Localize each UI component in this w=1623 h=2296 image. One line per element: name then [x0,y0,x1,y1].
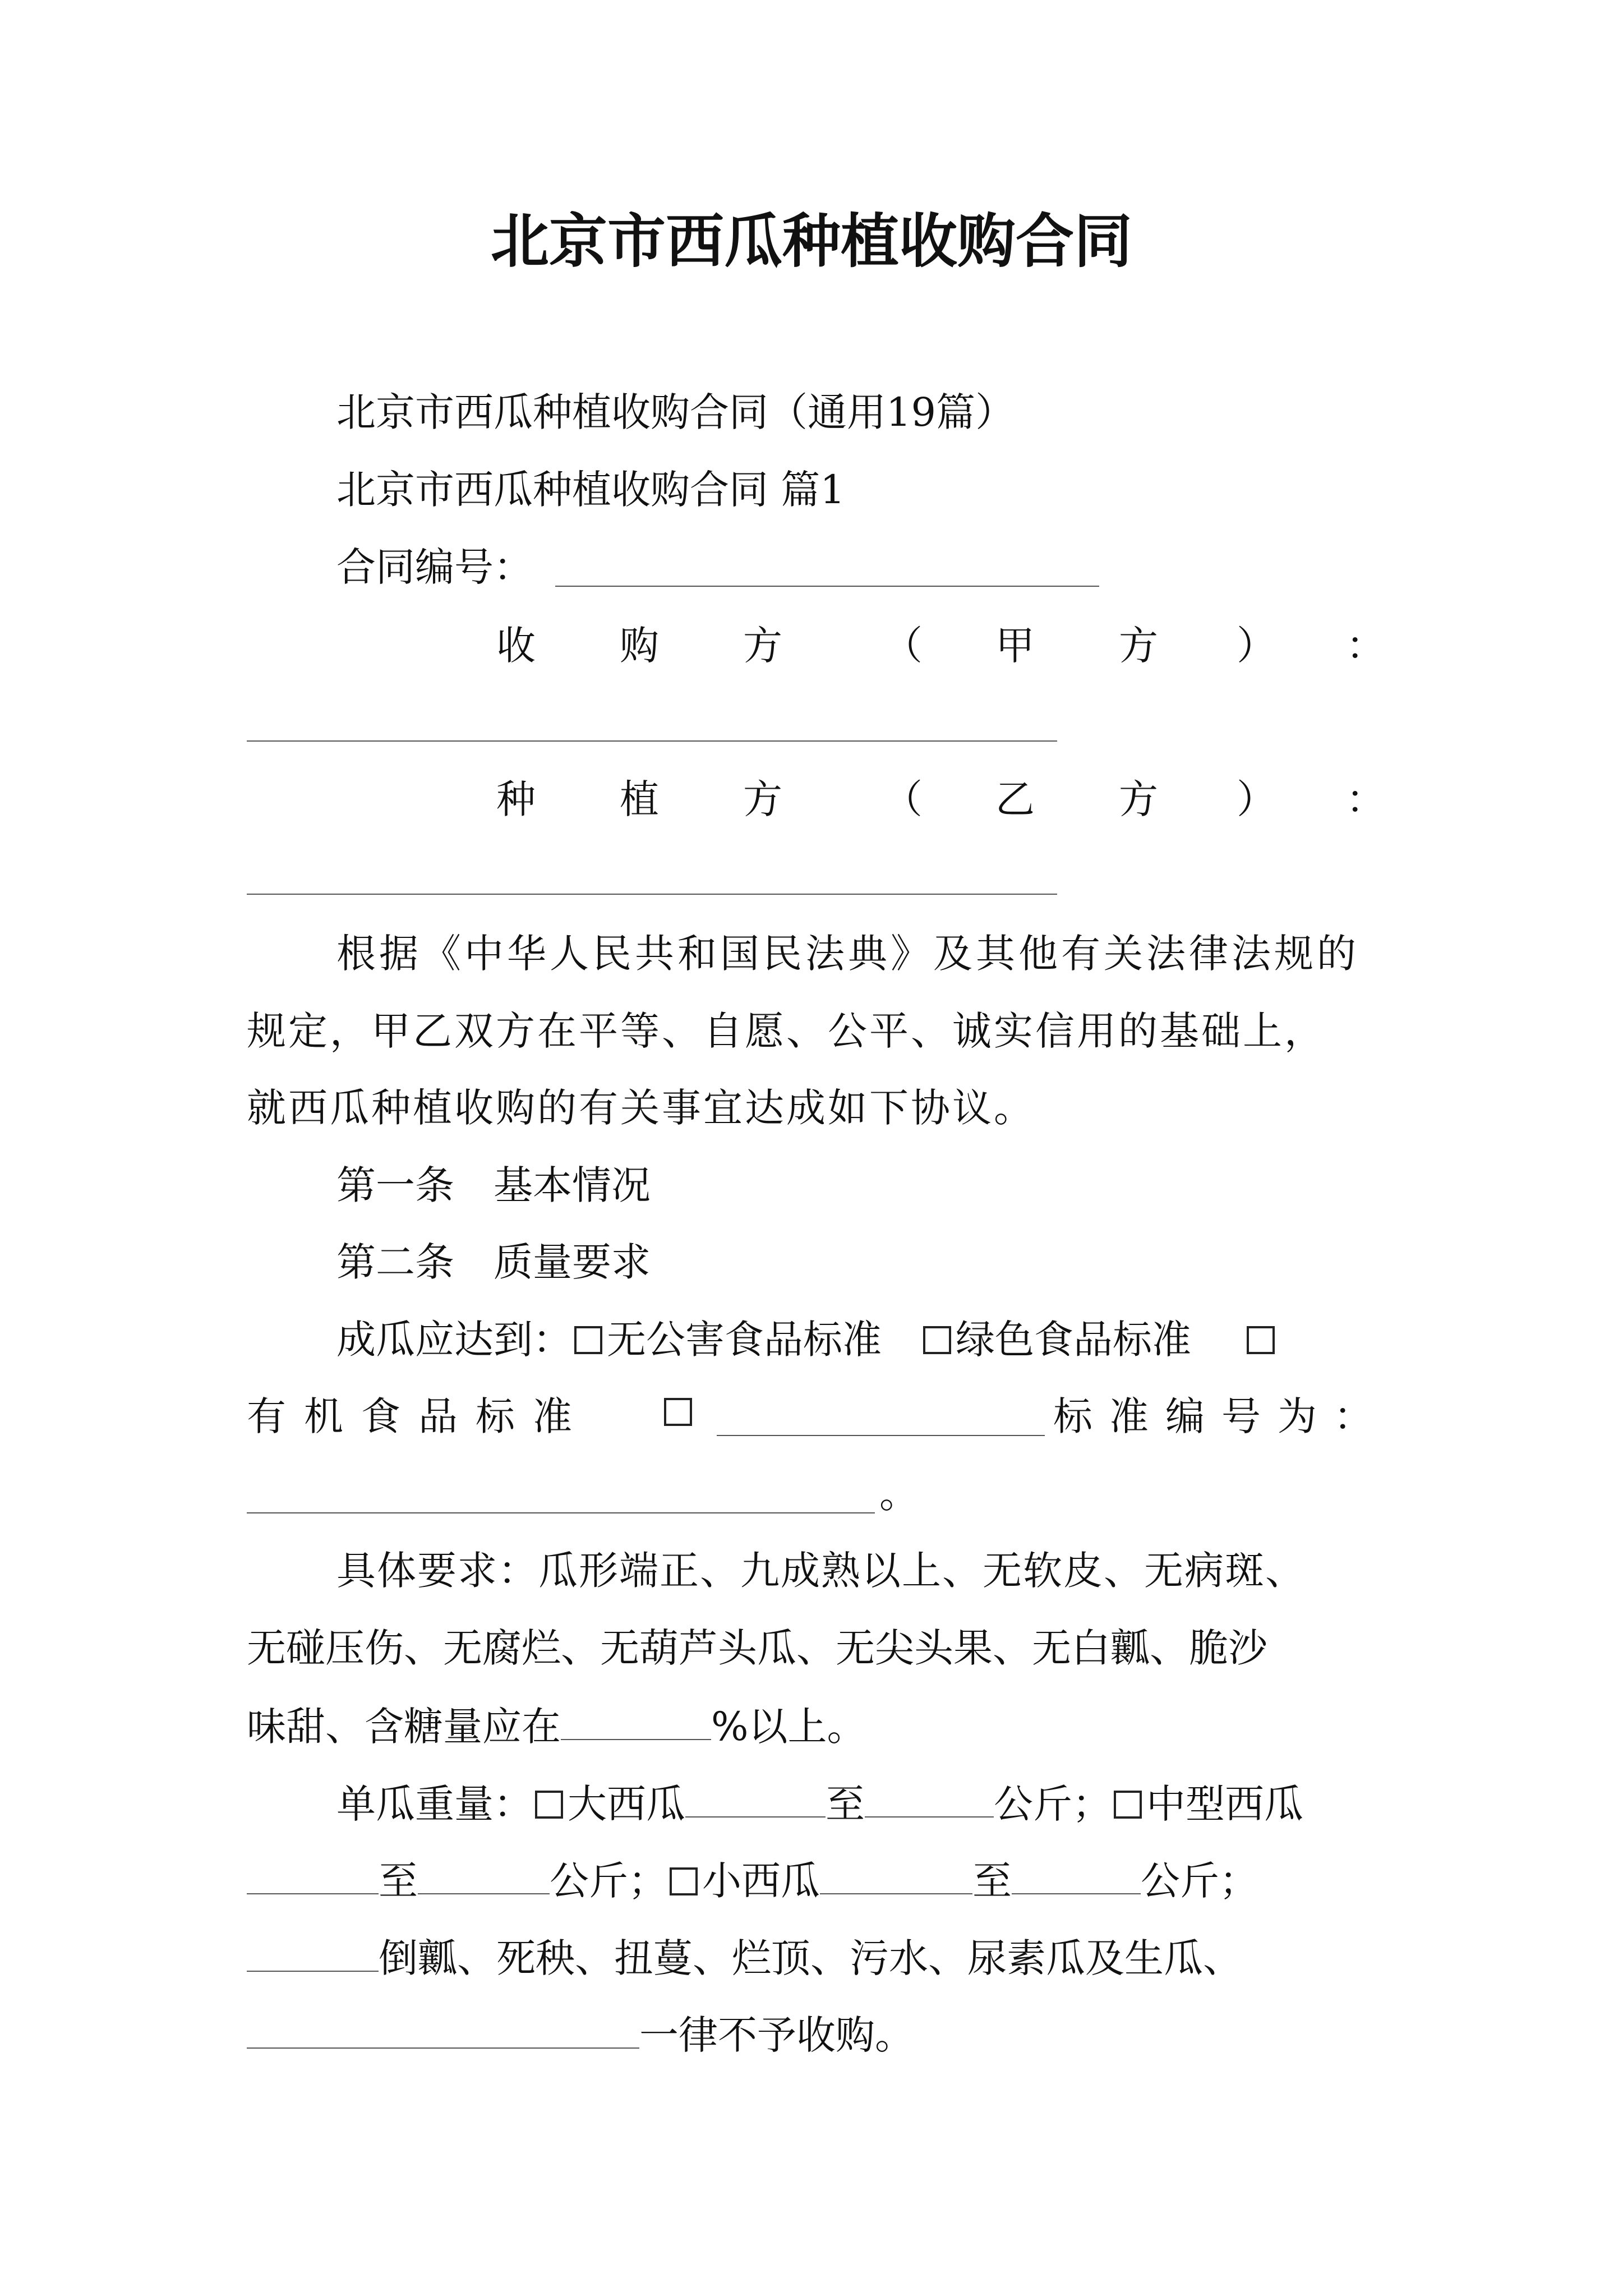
party-a-char: （ [883,623,923,669]
quality-options-line-1 [336,1317,1279,1363]
sugar-content-label: 味甜、含糖量应在 [247,1704,561,1750]
requirements-line-2: 无碰压伤、无腐烂、无葫芦头瓜、无尖头果、无白瓤、脆沙 [247,1625,1267,1671]
document-subtitle: 北京市西瓜种植收购合同（通用19篇） [336,389,1015,435]
large-melon-min-blank [685,1783,826,1818]
to-label: 至 [379,1858,418,1904]
defects-prefix-blank [247,1937,379,1972]
weight-line-4 [247,2012,914,2058]
checkbox-organic-free-standard[interactable] [574,1326,602,1354]
requirements-line-1: 具体要求：瓜形端正、九成熟以上、无软皮、无病斑、 [336,1548,1306,1594]
large-melon-max-blank [865,1783,994,1818]
contract-number-blank [555,586,1099,587]
party-b-char: 方 [1119,776,1158,822]
quality-organic-label: 有机食品标准 [247,1393,590,1439]
weight-lead: 单瓜重量： [336,1781,533,1827]
party-b-char: （ [883,776,923,822]
standard-number-blank [247,1512,875,1513]
contract-number-label: 合同编号： [336,544,533,590]
party-a-char: ： [1346,623,1385,669]
checkbox-green-food-standard[interactable] [923,1326,951,1354]
defects-other-blank [247,2014,639,2049]
document-title: 北京市西瓜种植收购合同 [490,206,1132,275]
defects-list: 倒瓤、死秧、扭蔓、烂顶、污水、尿素瓜及生瓜、 [379,1935,1242,1981]
quality-lead: 成瓜应达到： [336,1317,572,1363]
preamble-line-2: 规定，甲乙双方在平等、自愿、公平、诚实信用的基础上， [247,1008,1326,1054]
weight-line-1 [336,1781,1303,1827]
preamble-line-3: 就西瓜种植收购的有关事宜达成如下协议。 [247,1085,1035,1131]
checkbox-organic-standard[interactable] [1247,1326,1275,1354]
party-b-blank [247,894,1057,895]
weight-line-2 [247,1858,1258,1904]
to-label: 至 [972,1858,1012,1904]
small-melon-label: 小西瓜 [702,1858,820,1904]
party-a-char: 方 [1119,623,1158,669]
small-melon-max-blank [1012,1860,1141,1894]
party-b-char: ） [1237,776,1276,822]
unit-label: 公斤； [1141,1858,1258,1904]
party-b-char: 乙 [995,776,1035,822]
party-a-char: 方 [743,623,782,669]
other-standard-blank [717,1435,1045,1436]
checkbox-small-melon[interactable] [670,1867,698,1895]
sugar-content-blank [561,1705,711,1740]
unit-label: 公斤； [550,1858,667,1904]
party-a-char: ） [1237,623,1276,669]
to-label: 至 [826,1781,865,1827]
requirements-line-3 [247,1704,866,1750]
party-a-char: 甲 [995,623,1035,669]
small-melon-min-blank [820,1860,972,1894]
medium-melon-max-blank [418,1860,550,1894]
party-b-char: 方 [743,776,782,822]
party-b-char: ： [1346,776,1385,822]
weight-line-3 [247,1935,1242,1981]
section-heading: 北京市西瓜种植收购合同 篇1 [336,467,845,513]
party-a-char: 购 [620,623,659,669]
article-1-heading: 第一条 基本情况 [336,1162,651,1208]
medium-melon-label: 中型西瓜 [1146,1781,1303,1827]
party-a-blank [247,740,1057,742]
medium-melon-min-blank [247,1860,379,1894]
party-b-char: 植 [620,776,659,822]
quality-option-label: 绿色食品标准 [956,1317,1191,1363]
unit-label: 公斤； [994,1781,1112,1827]
reject-statement: 一律不予收购。 [639,2012,914,2058]
checkbox-large-melon[interactable] [535,1791,563,1819]
standard-number-label: 标准编号为： [1053,1393,1390,1439]
checkbox-medium-melon[interactable] [1114,1791,1142,1819]
party-b-char: 种 [496,776,536,822]
article-2-heading: 第二条 质量要求 [336,1239,651,1285]
preamble-line-1: 根据《中华人民共和国民法典》及其他有关法律法规的 [336,931,1359,977]
period: 。 [879,1471,919,1517]
sugar-content-suffix: %以上。 [711,1704,866,1750]
party-a-char: 收 [496,623,536,669]
checkbox-other-standard[interactable] [664,1398,692,1426]
quality-option-label: 无公害食品标准 [607,1317,882,1363]
large-melon-label: 大西瓜 [568,1781,685,1827]
